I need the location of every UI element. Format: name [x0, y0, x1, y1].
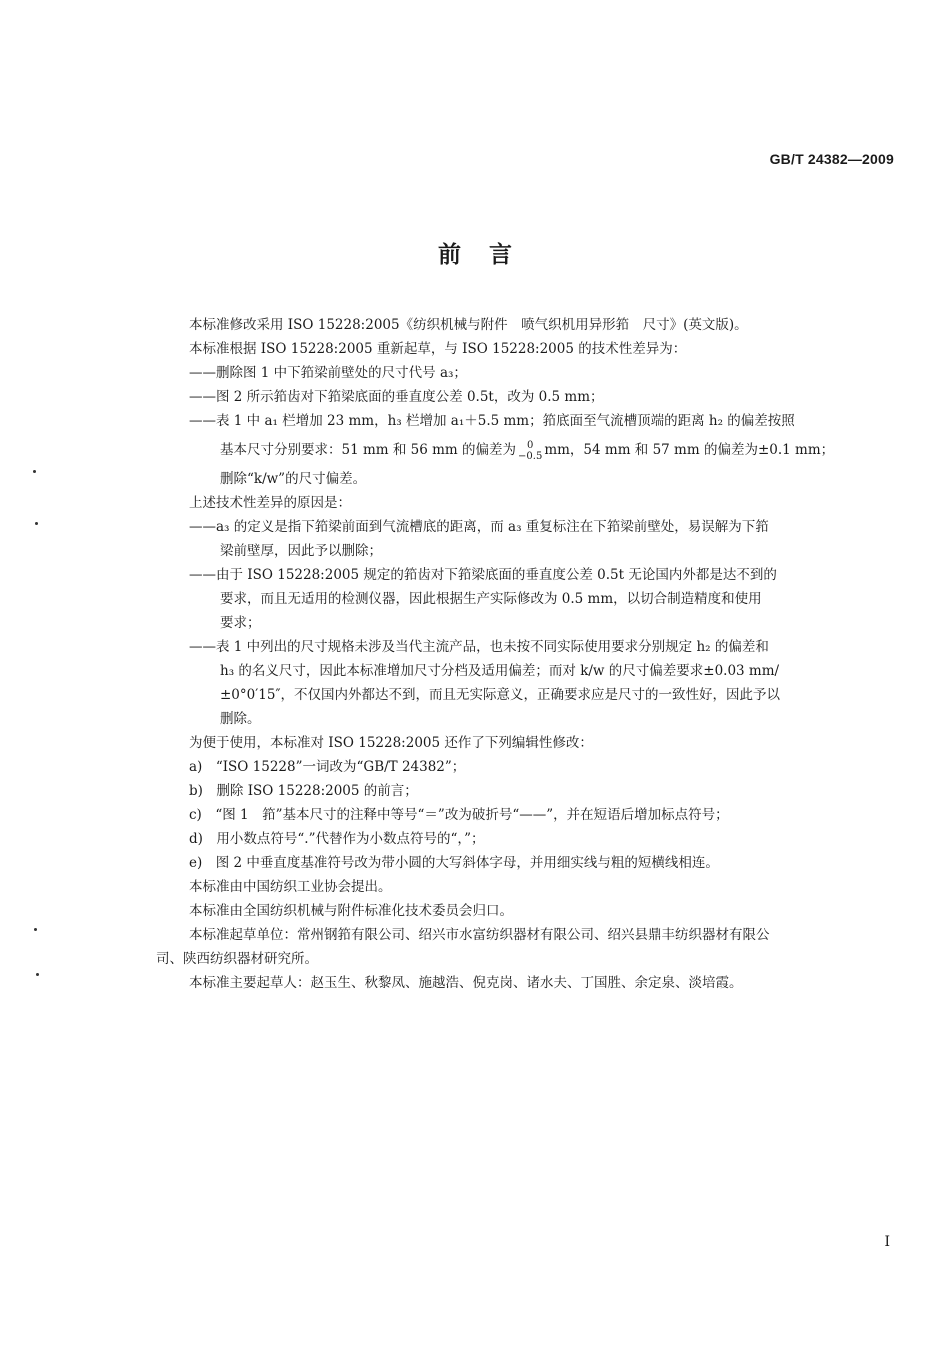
standard-number: GB/T 24382—2009: [769, 151, 894, 167]
paragraph-continued: 司、陕西纺织器材研究所。: [156, 951, 318, 967]
paragraph: 为便于使用，本标准对 ISO 15228:2005 还作了下列编辑性修改：: [189, 735, 593, 751]
list-item: ——由于 ISO 15228:2005 规定的筘齿对下筘梁底面的垂直度公差 0.5t 无论国内外都是达不到的: [189, 567, 777, 583]
page-title: 前言: [438, 242, 540, 268]
paragraph: 本标准修改采用 ISO 15228:2005《纺织机械与附件 喷气织机用异形筘 尺寸》(英文版)。: [189, 317, 748, 333]
list-item: ——图 2 所示筘齿对下筘梁底面的垂直度公差 0.5t，改为 0.5 mm；: [189, 389, 604, 405]
list-item-continued: 删除。: [220, 711, 261, 727]
list-item: ——删除图 1 中下筘梁前壁处的尺寸代号 a₃；: [189, 365, 467, 381]
list-item: d) 用小数点符号“.”代替作为小数点符号的“，”；: [189, 831, 485, 847]
list-item-continued: 梁前壁厚，因此予以删除；: [220, 543, 382, 559]
paragraph: 本标准起草单位：常州钢筘有限公司、绍兴市水富纺织器材有限公司、绍兴县鼎丰纺织器材有限公: [189, 927, 770, 943]
list-item: ——表 1 中列出的尺寸规格未涉及当代主流产品，也未按不同实际使用要求分别规定 h₂ 的偏差和: [189, 639, 769, 655]
tolerance-fraction: [518, 440, 542, 462]
paragraph: 本标准由中国纺织工业协会提出。: [189, 879, 392, 895]
list-item: e) 图 2 中垂直度基准符号改为带小圆的大写斜体字母，并用细实线与粗的短横线相连。: [189, 855, 719, 871]
paragraph: 本标准主要起草人：赵玉生、秋黎凤、施越浩、倪克岗、诸水夫、丁国胜、余定泉、淡培霞。: [189, 975, 743, 991]
paragraph: 上述技术性差异的原因是：: [189, 495, 351, 511]
list-item-continued: [156, 433, 896, 467]
list-item: ——表 1 中 a₁ 栏增加 23 mm，h₃ 栏增加 a₁＋5.5 mm；筘底面至气流槽顶端的距离 h₂ 的偏差按照: [189, 413, 795, 429]
list-item-continued: 要求，而且无适用的检测仪器，因此根据生产实际修改为 0.5 mm，以切合制造精度和使用: [220, 591, 762, 607]
list-item-continued: 删除“k/w”的尺寸偏差。: [220, 471, 367, 487]
list-item: ——a₃ 的定义是指下筘梁前面到气流槽底的距离，而 a₃ 重复标注在下筘梁前壁处，易误解为下筘: [189, 519, 769, 535]
text-span: mm，54 mm 和 57 mm 的偏差为±0.1 mm；: [544, 442, 835, 458]
foreword-body: [156, 313, 896, 995]
text-span: 基本尺寸分别要求：51 mm 和 56 mm 的偏差为: [220, 442, 517, 458]
scan-speck: [35, 522, 38, 525]
list-item-continued: h₃ 的名义尺寸，因此本标准增加尺寸分档及适用偏差；而对 k/w 的尺寸偏差要求±0.03 mm/: [220, 663, 780, 679]
paragraph: 本标准根据 ISO 15228:2005 重新起草，与 ISO 15228:2005 的技术性差异为：: [189, 341, 687, 357]
frac-bottom: −0.5: [518, 450, 543, 462]
scan-speck: [36, 973, 39, 976]
scan-speck: [33, 470, 36, 473]
list-item: a) “ISO 15228”一词改为“GB/T 24382”；: [189, 759, 466, 775]
list-item: c) “图 1 筘”基本尺寸的注释中等号“＝”改为破折号“——”，并在短语后增加标点符号；: [189, 807, 729, 823]
list-item: b) 删除 ISO 15228:2005 的前言；: [189, 783, 418, 799]
frac-top: 0: [526, 439, 534, 451]
list-item-continued: ±0°0′15″，不仅国内外都达不到，而且无实际意义，正确要求应是尺寸的一致性好，因此予以: [220, 687, 781, 703]
page-number: I: [884, 1234, 890, 1250]
scan-speck: [34, 928, 37, 931]
list-item-continued: 要求；: [220, 615, 261, 631]
paragraph: 本标准由全国纺织机械与附件标准化技术委员会归口。: [189, 903, 513, 919]
